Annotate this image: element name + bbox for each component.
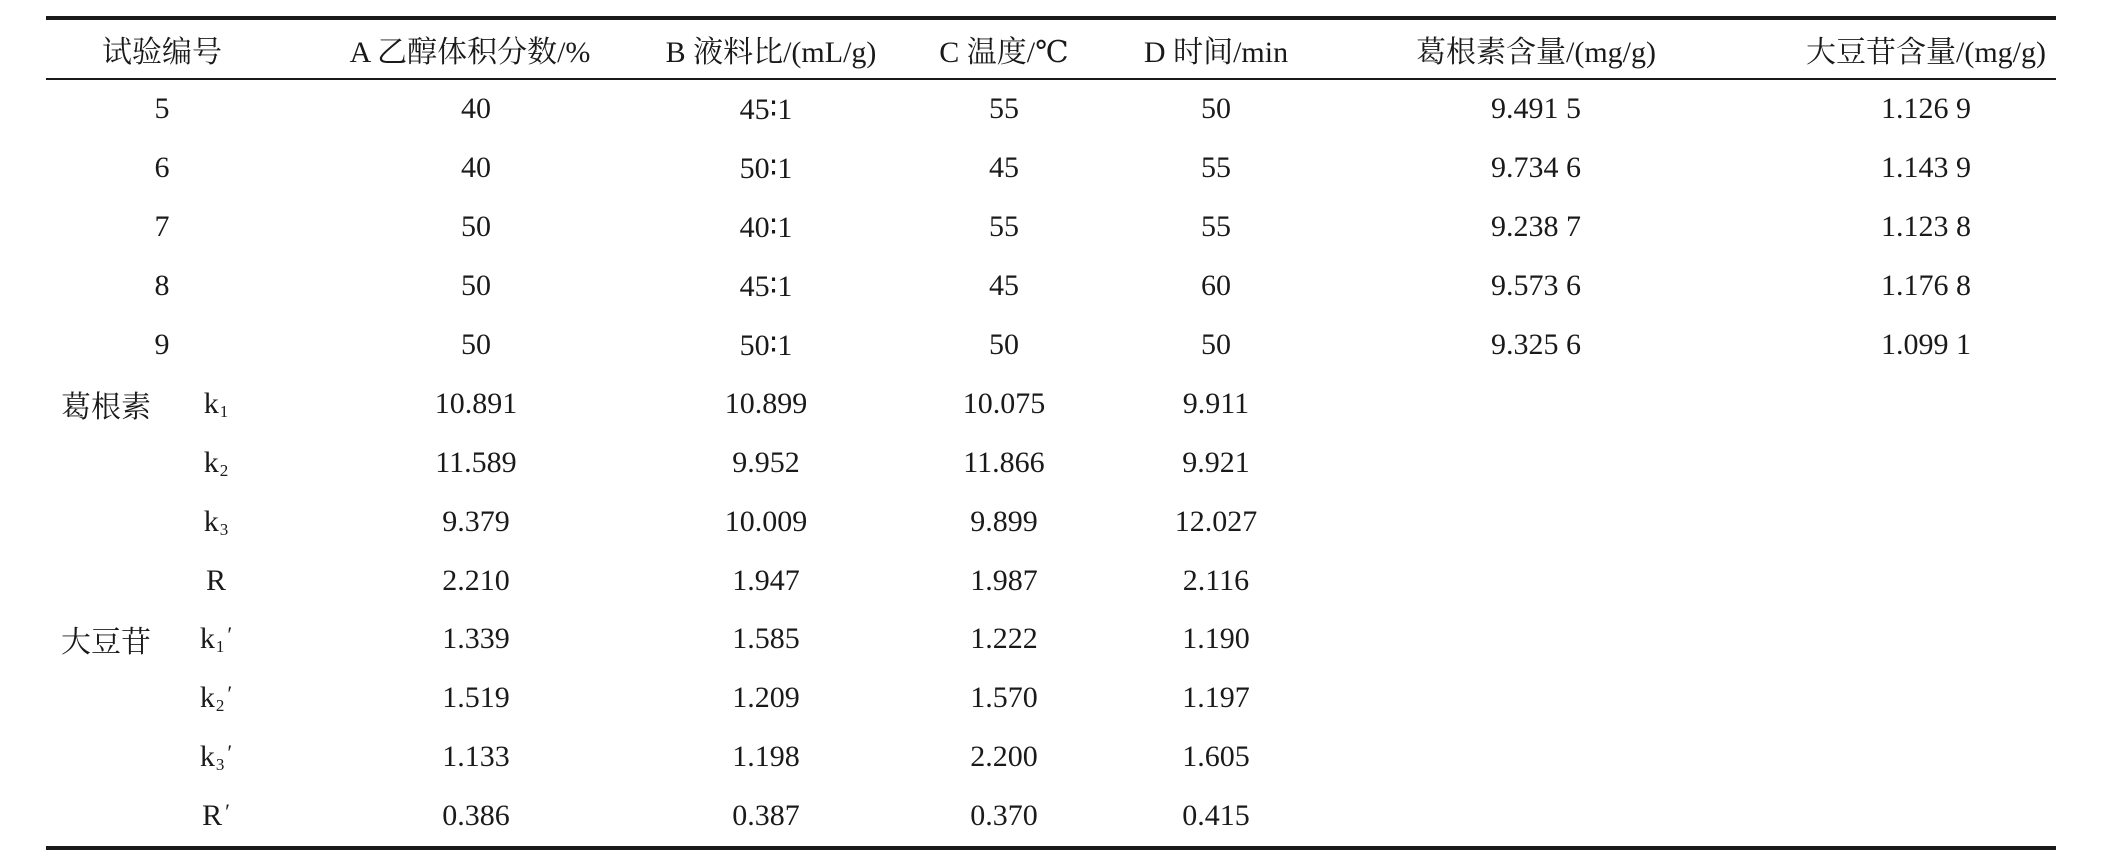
table-row — [46, 433, 2056, 492]
cell-ethanol-fraction: 1.519 — [442, 681, 510, 715]
cell-time: 55 — [1201, 151, 1231, 185]
cell-test-id: 5 — [154, 92, 170, 126]
cell-temperature: 10.075 — [962, 386, 1046, 420]
statistic-subscript: 3 — [215, 755, 225, 775]
header-daidzin-content: 大豆苷含量/(mg/g) — [1806, 36, 2046, 69]
cell-time: 1.197 — [1182, 681, 1250, 715]
cell-time: 60 — [1201, 269, 1231, 303]
cell-liquid-solid-ratio: 10.899 — [724, 386, 808, 420]
statistic-prime: ′ — [227, 740, 233, 766]
statistic-subscript: 2 — [215, 696, 225, 716]
statistic-symbol: k — [199, 681, 215, 715]
cell-temperature: 1.987 — [970, 563, 1038, 597]
statistic-symbol: k — [203, 386, 219, 420]
header-test-id: 试验编号 — [102, 36, 222, 69]
header-ethanol-fraction: A 乙醇体积分数/% — [349, 36, 591, 69]
cell-liquid-solid-ratio: 9.952 — [732, 445, 800, 479]
cell-liquid-solid-ratio: 10.009 — [724, 504, 808, 538]
table-row — [46, 374, 2056, 433]
header-puerarin-content: 葛根素含量/(mg/g) — [1416, 36, 1656, 69]
cell-puerarin-content: 9.491 5 — [1491, 92, 1581, 126]
cell-test-id: 7 — [154, 210, 170, 244]
cell-temperature: 1.222 — [970, 622, 1038, 656]
cell-daidzin-content: 1.126 9 — [1881, 92, 1971, 126]
table-row — [46, 551, 2056, 610]
cell-test-id: 8 — [154, 269, 170, 303]
cell-liquid-solid-ratio: 45∶1 — [739, 269, 793, 303]
statistic-symbol: k — [199, 622, 215, 656]
cell-ethanol-fraction: 10.891 — [434, 386, 518, 420]
cell-daidzin-content: 1.099 1 — [1881, 328, 1971, 361]
table-body — [46, 80, 2056, 846]
table-row — [46, 492, 2056, 551]
header-time: D 时间/min — [1143, 36, 1289, 69]
cell-ethanol-fraction: 2.210 — [442, 563, 510, 597]
header-liquid-solid-ratio: B 液料比/(mL/g) — [665, 36, 877, 69]
cell-time: 0.415 — [1182, 799, 1250, 833]
cell-time: 12.027 — [1174, 504, 1258, 538]
cell-daidzin-content: 1.143 9 — [1881, 151, 1971, 185]
table-row — [46, 610, 2056, 669]
cell-temperature: 1.570 — [970, 681, 1038, 715]
cell-group-label — [46, 492, 166, 551]
statistic-subscript: 1 — [219, 401, 229, 421]
cell-temperature: 55 — [989, 92, 1019, 126]
cell-group-label: 大豆苷 — [61, 626, 151, 660]
table-bottom-rule — [46, 846, 2056, 850]
cell-group-label — [46, 728, 166, 787]
cell-ethanol-fraction: 1.339 — [442, 622, 510, 656]
cell-liquid-solid-ratio: 45∶1 — [739, 92, 793, 126]
cell-time: 55 — [1201, 210, 1231, 244]
cell-liquid-solid-ratio: 50∶1 — [739, 151, 793, 185]
cell-liquid-solid-ratio: 0.387 — [732, 799, 800, 833]
cell-statistic-label — [174, 374, 258, 433]
table-row — [46, 139, 2056, 198]
cell-time: 9.921 — [1182, 445, 1250, 479]
cell-statistic-label — [174, 433, 258, 492]
cell-temperature: 9.899 — [970, 504, 1038, 538]
table-row — [46, 198, 2056, 257]
cell-temperature: 2.200 — [970, 740, 1038, 774]
cell-ethanol-fraction: 0.386 — [442, 799, 510, 833]
cell-test-id: 6 — [154, 151, 170, 185]
cell-puerarin-content: 9.573 6 — [1491, 269, 1581, 303]
statistic-symbol: R — [205, 563, 226, 597]
cell-daidzin-content: 1.176 8 — [1881, 269, 1971, 303]
table-row — [46, 669, 2056, 728]
orthogonal-test-table — [46, 16, 2056, 850]
table-header-row — [46, 20, 2056, 78]
cell-ethanol-fraction: 9.379 — [442, 504, 510, 538]
statistic-prime: ′ — [225, 799, 230, 825]
cell-statistic-label — [174, 787, 258, 846]
cell-ethanol-fraction: 11.589 — [435, 445, 517, 479]
cell-liquid-solid-ratio: 1.585 — [732, 622, 800, 656]
cell-time: 50 — [1201, 328, 1231, 361]
header-temperature: C 温度/℃ — [939, 36, 1069, 69]
cell-ethanol-fraction: 40 — [461, 92, 491, 126]
cell-ethanol-fraction: 1.133 — [442, 740, 510, 774]
cell-liquid-solid-ratio: 1.209 — [732, 681, 800, 715]
statistic-prime: ′ — [227, 622, 233, 648]
table-row — [46, 80, 2056, 139]
cell-temperature: 45 — [989, 269, 1019, 303]
table-row — [46, 728, 2056, 787]
statistic-subscript: 3 — [219, 519, 229, 539]
cell-group-label — [46, 433, 166, 492]
cell-group-label — [46, 669, 166, 728]
cell-liquid-solid-ratio: 40∶1 — [739, 210, 793, 244]
table-row — [46, 257, 2056, 316]
cell-group-label — [46, 551, 166, 610]
table-row — [46, 787, 2056, 846]
cell-ethanol-fraction: 50 — [461, 269, 491, 303]
cell-statistic-label — [174, 610, 258, 669]
cell-temperature: 45 — [989, 151, 1019, 185]
statistic-symbol: k — [199, 740, 215, 774]
statistic-subscript: 2 — [219, 460, 229, 480]
cell-daidzin-content: 1.123 8 — [1881, 210, 1971, 244]
statistic-symbol: R — [202, 799, 223, 833]
cell-liquid-solid-ratio: 50∶1 — [739, 328, 793, 362]
cell-puerarin-content: 9.238 7 — [1491, 210, 1581, 244]
cell-time: 2.116 — [1182, 563, 1250, 597]
cell-temperature: 55 — [989, 210, 1019, 244]
cell-time: 1.605 — [1182, 740, 1250, 774]
cell-group-label — [46, 787, 166, 846]
cell-ethanol-fraction: 50 — [461, 210, 491, 244]
cell-group-label: 葛根素 — [61, 390, 151, 424]
cell-temperature: 50 — [989, 328, 1019, 361]
cell-puerarin-content: 9.734 6 — [1491, 151, 1581, 185]
cell-time: 1.190 — [1182, 622, 1250, 656]
cell-liquid-solid-ratio: 1.198 — [732, 740, 800, 774]
table-row — [46, 316, 2056, 375]
statistic-symbol: k — [203, 504, 219, 538]
cell-statistic-label — [174, 728, 258, 787]
cell-puerarin-content: 9.325 6 — [1491, 328, 1581, 361]
cell-liquid-solid-ratio: 1.947 — [732, 563, 800, 597]
cell-ethanol-fraction: 50 — [461, 328, 491, 361]
cell-test-id: 9 — [154, 328, 170, 361]
cell-temperature: 0.370 — [970, 799, 1038, 833]
cell-time: 9.911 — [1182, 386, 1250, 420]
statistic-subscript: 1 — [215, 637, 225, 657]
cell-ethanol-fraction: 40 — [461, 151, 491, 185]
cell-statistic-label — [174, 669, 258, 728]
cell-statistic-label — [174, 551, 258, 610]
cell-statistic-label — [174, 492, 258, 551]
statistic-symbol: k — [203, 445, 219, 479]
cell-temperature: 11.866 — [963, 445, 1045, 479]
cell-time: 50 — [1201, 92, 1231, 126]
statistic-prime: ′ — [227, 681, 233, 707]
